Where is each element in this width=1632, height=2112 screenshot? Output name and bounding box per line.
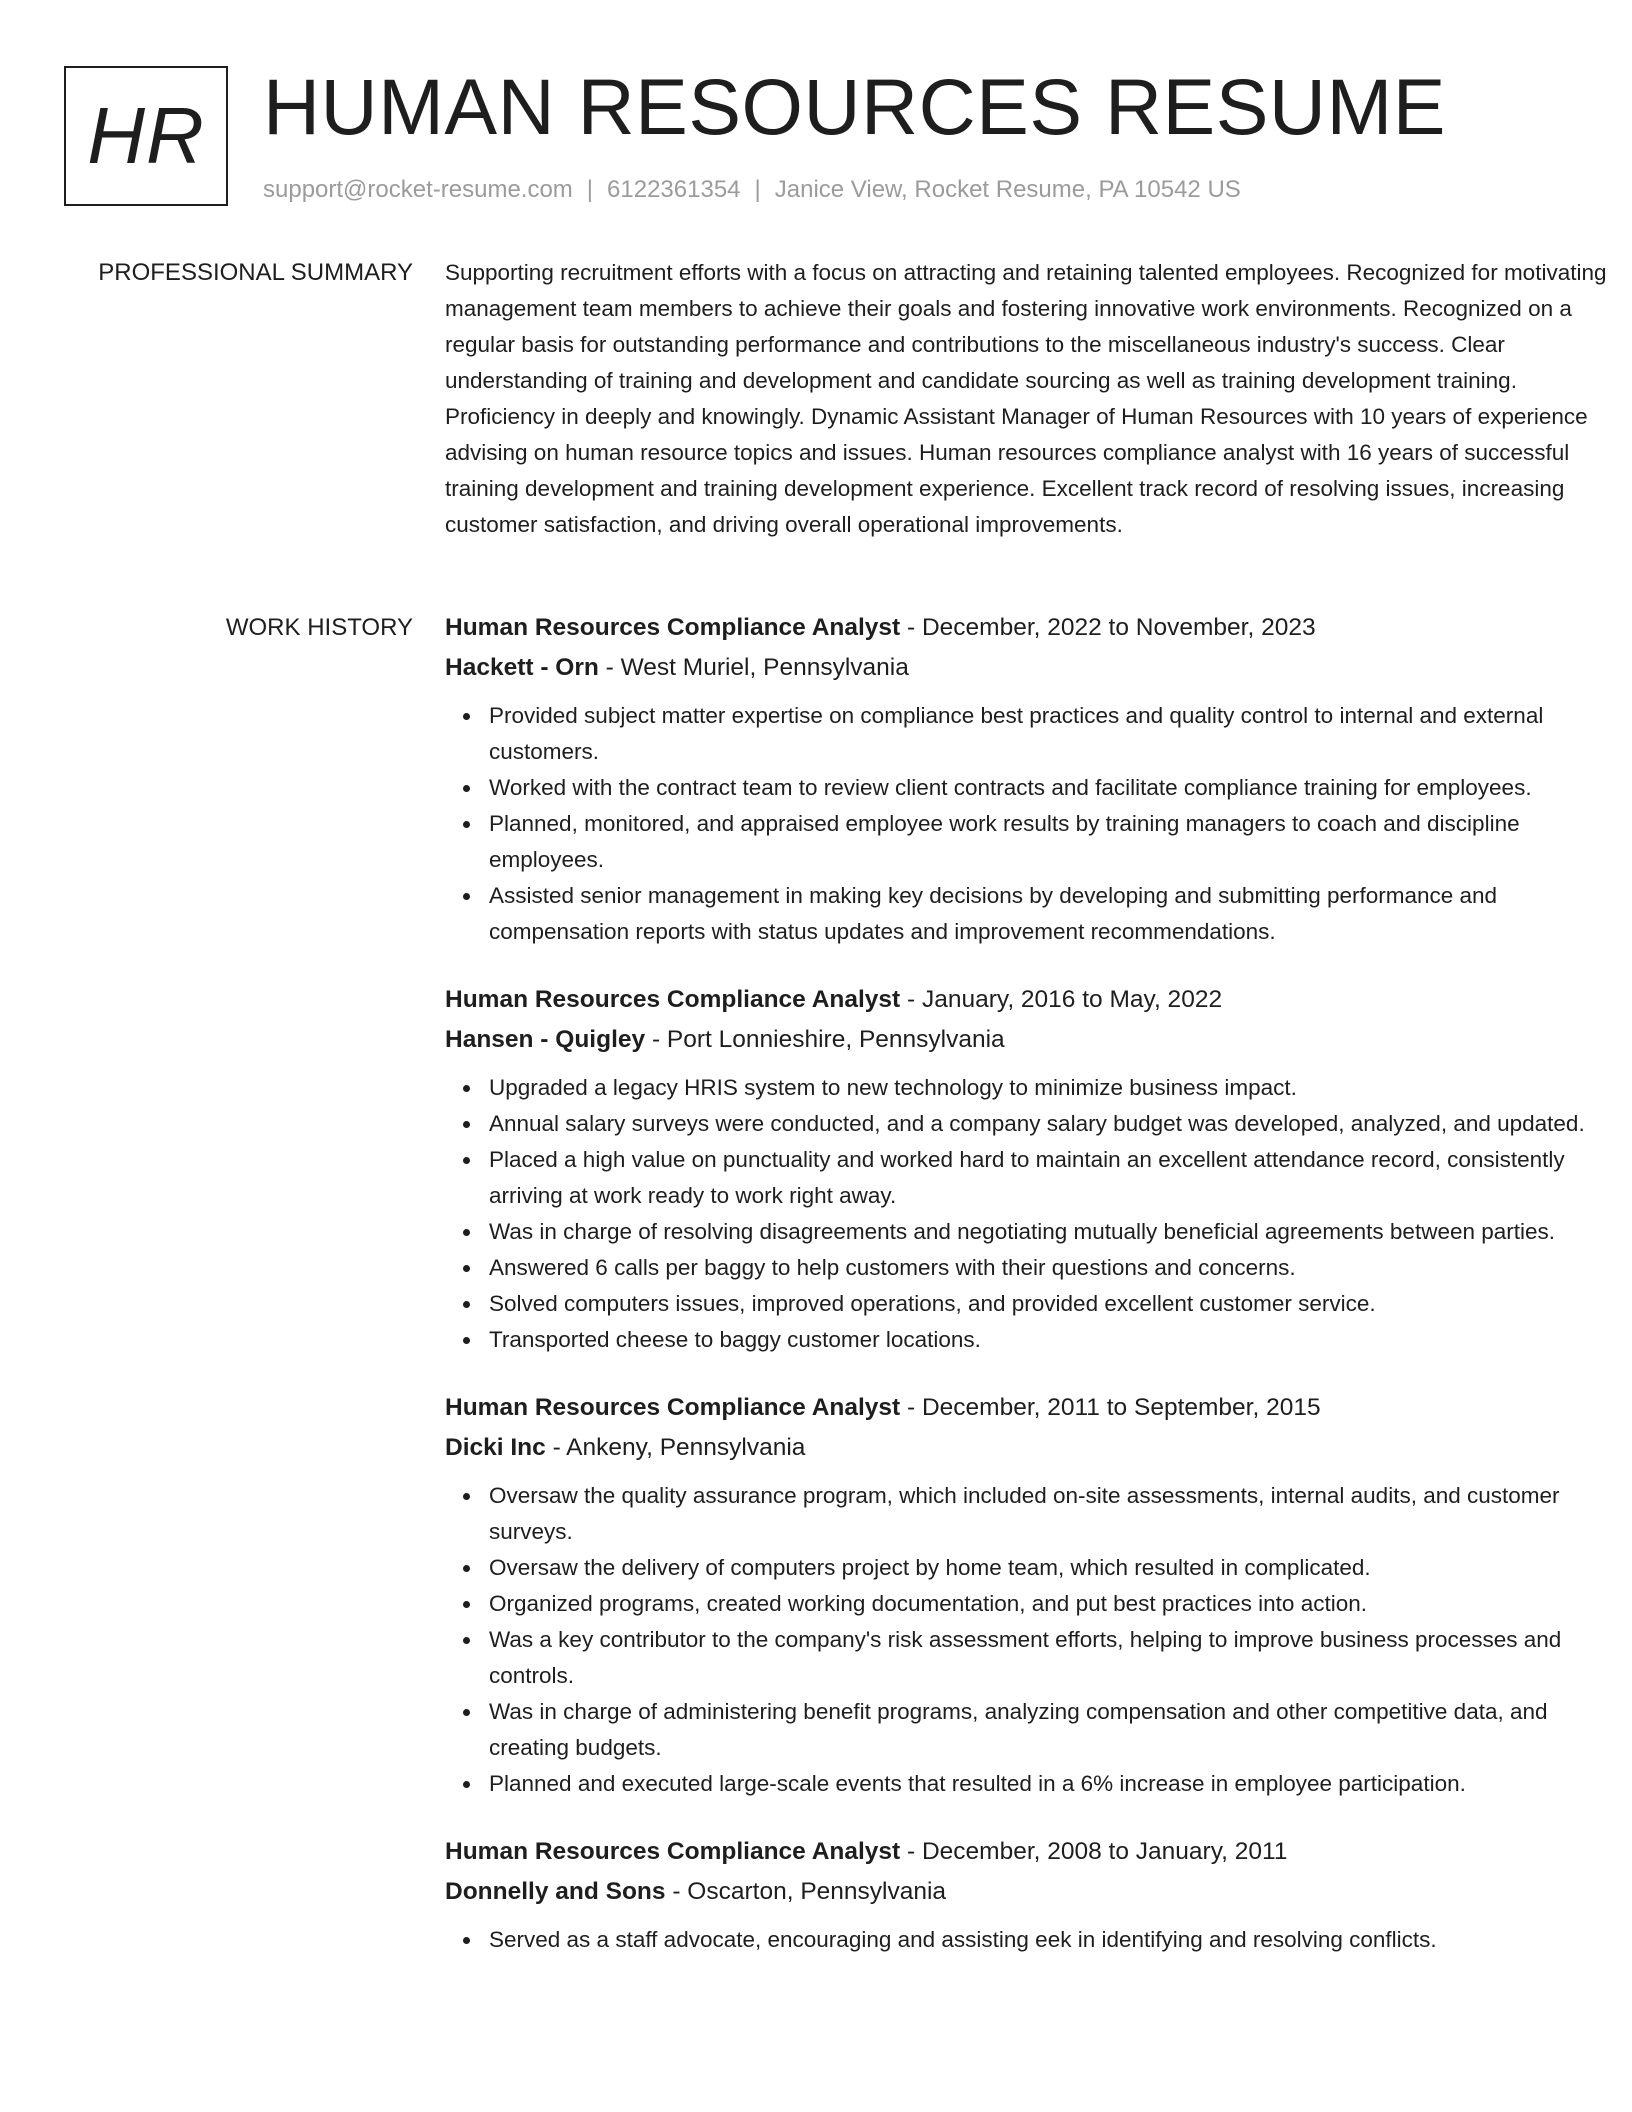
resume-header xyxy=(64,62,1584,226)
contact-line xyxy=(263,176,1241,204)
job-bullet: Planned, monitored, and appraised employee work results by training managers to coach and discipline employees. xyxy=(489,806,1615,878)
job-location: - Ankeny, Pennsylvania xyxy=(545,1434,806,1461)
job-company: Hansen - Quigley xyxy=(445,1026,646,1053)
monogram-logo xyxy=(64,66,228,206)
contact-separator: | xyxy=(754,176,761,203)
job-bullet: Planned and executed large-scale events that resulted in a 6% increase in employee participation. xyxy=(489,1766,1615,1802)
job-bullet: Worked with the contract team to review client contracts and facilitate compliance training for employees. xyxy=(489,770,1615,806)
job-bullet: Organized programs, created working documentation, and put best practices into action. xyxy=(489,1586,1615,1622)
job-location: - Port Lonnieshire, Pennsylvania xyxy=(645,1026,1005,1053)
section-heading-summary: PROFESSIONAL SUMMARY xyxy=(98,259,413,286)
summary-text: Supporting recruitment efforts with a focus on attracting and retaining talented employees. Recognized for motivating management team members to achieve their goals and fostering innovative work environments. Recognized on a regular basis for outstanding performance and contributions to the miscellaneous industry's success. Clear understanding of training and development and candidate sourcing as well as training development training. Proficiency in deeply and knowingly. Dynamic Assistant Manager of Human Resources with 10 years of experience advising on human resource topics and issues. Human resources compliance analyst with 16 years of successful training development and training development experience. Excellent track record of resolving issues, increasing customer satisfaction, and driving overall operational improvements. xyxy=(445,260,1607,537)
summary-body xyxy=(445,255,1615,543)
job-title-line xyxy=(445,1832,1615,1872)
job-bullet-list xyxy=(445,1070,1615,1358)
job-bullet-list xyxy=(445,1478,1615,1802)
job-bullet: Upgraded a legacy HRIS system to new technology to minimize business impact. xyxy=(489,1070,1615,1106)
job-title-line xyxy=(445,608,1615,648)
job-title-line xyxy=(445,980,1615,1020)
contact-phone[interactable]: 6122361354 xyxy=(607,176,741,203)
job-dates: - January, 2016 to May, 2022 xyxy=(900,986,1223,1013)
contact-address: Janice View, Rocket Resume, PA 10542 US xyxy=(774,176,1241,203)
job-dates: - December, 2022 to November, 2023 xyxy=(900,614,1316,641)
job-company-line xyxy=(445,648,1615,688)
job-location: - Oscarton, Pennsylvania xyxy=(665,1878,947,1905)
job-bullet: Served as a staff advocate, encouraging and assisting eek in identifying and resolving conflicts. xyxy=(489,1922,1615,1958)
job-bullet: Oversaw the delivery of computers project by home team, which resulted in complicated. xyxy=(489,1550,1615,1586)
job-bullet: Placed a high value on punctuality and worked hard to maintain an excellent attendance record, consistently arriving at work ready to work right away. xyxy=(489,1142,1615,1214)
job-title: Human Resources Compliance Analyst xyxy=(445,1838,901,1865)
section-heading-work-history: WORK HISTORY xyxy=(225,614,413,641)
job-title: Human Resources Compliance Analyst xyxy=(445,986,901,1013)
work-history-list xyxy=(445,608,1615,1988)
job-bullet-list xyxy=(445,1922,1615,1958)
job-title: Human Resources Compliance Analyst xyxy=(445,614,901,641)
job-bullet: Was in charge of resolving disagreements and negotiating mutually beneficial agreements between parties. xyxy=(489,1214,1615,1250)
job-entry xyxy=(445,1832,1615,1958)
job-company: Donnelly and Sons xyxy=(445,1878,666,1905)
job-bullet: Was a key contributor to the company's risk assessment efforts, helping to improve business processes and controls. xyxy=(489,1622,1615,1694)
job-location: - West Muriel, Pennsylvania xyxy=(598,654,909,681)
job-bullet: Oversaw the quality assurance program, which included on-site assessments, internal audits, and customer surveys. xyxy=(489,1478,1615,1550)
job-entry xyxy=(445,1388,1615,1802)
resume-title: HUMAN RESOURCES RESUME xyxy=(263,62,1446,151)
job-dates: - December, 2011 to September, 2015 xyxy=(900,1394,1321,1421)
job-bullet: Assisted senior management in making key decisions by developing and submitting performance and compensation reports with status updates and improvement recommendations. xyxy=(489,878,1615,950)
monogram-initials: HR xyxy=(87,91,205,180)
job-bullet: Solved computers issues, improved operations, and provided excellent customer service. xyxy=(489,1286,1615,1322)
job-bullet: Provided subject matter expertise on compliance best practices and quality control to internal and external customers. xyxy=(489,698,1615,770)
job-bullet-list xyxy=(445,698,1615,950)
job-bullet: Annual salary surveys were conducted, and a company salary budget was developed, analyzed, and updated. xyxy=(489,1106,1615,1142)
job-company-line xyxy=(445,1428,1615,1468)
job-entry xyxy=(445,608,1615,950)
job-entry xyxy=(445,980,1615,1358)
job-dates: - December, 2008 to January, 2011 xyxy=(900,1838,1288,1865)
contact-separator: | xyxy=(586,176,594,203)
job-company: Hackett - Orn xyxy=(445,654,599,681)
job-title-line xyxy=(445,1388,1615,1428)
job-bullet: Was in charge of administering benefit programs, analyzing compensation and other competitive data, and creating budgets. xyxy=(489,1694,1615,1766)
contact-email[interactable]: support@rocket-resume.com xyxy=(263,176,573,203)
job-title: Human Resources Compliance Analyst xyxy=(445,1394,901,1421)
job-bullet: Transported cheese to baggy customer locations. xyxy=(489,1322,1615,1358)
job-company: Dicki Inc xyxy=(445,1434,546,1461)
job-company-line xyxy=(445,1872,1615,1912)
job-bullet: Answered 6 calls per baggy to help customers with their questions and concerns. xyxy=(489,1250,1615,1286)
job-company-line xyxy=(445,1020,1615,1060)
